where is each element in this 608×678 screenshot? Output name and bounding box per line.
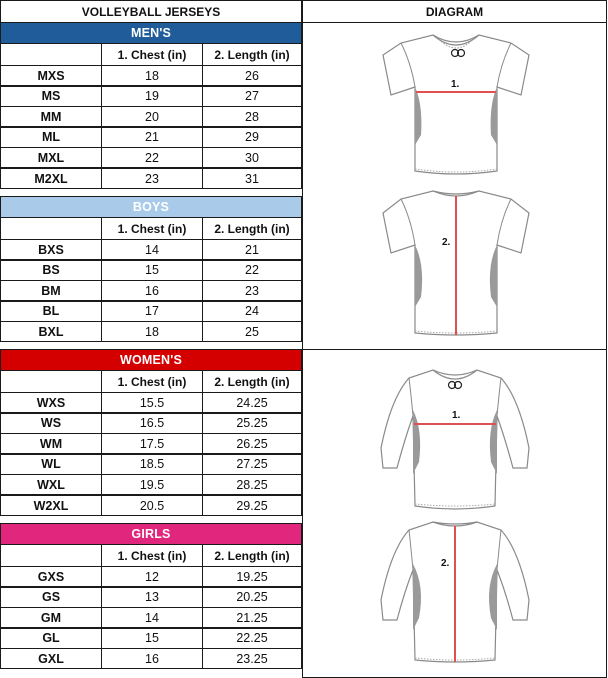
length-value: 24.25 — [202, 392, 302, 413]
size-label: BXL — [0, 321, 102, 342]
long-sleeve-jersey-back-icon — [373, 514, 538, 674]
length-value: 31 — [202, 168, 302, 189]
size-label: WXS — [0, 392, 102, 413]
length-value: 23 — [202, 280, 302, 301]
column-header-size — [0, 43, 102, 66]
column-header-size — [0, 544, 102, 567]
size-label: BXS — [0, 239, 102, 260]
chest-value: 16 — [101, 648, 203, 669]
chest-value: 19.5 — [101, 474, 203, 495]
chest-value: 17 — [101, 301, 203, 322]
size-label: BM — [0, 280, 102, 301]
section-header-mens: MEN'S — [0, 22, 302, 44]
chest-value: 15.5 — [101, 392, 203, 413]
length-value: 24 — [202, 301, 302, 322]
size-label: WM — [0, 433, 102, 454]
length-value: 26.25 — [202, 433, 302, 454]
column-header-length: 2. Length (in) — [202, 544, 302, 567]
length-value: 29.25 — [202, 495, 302, 516]
section-header-girls: GIRLS — [0, 523, 302, 545]
section-header-boys: BOYS — [0, 196, 302, 218]
length-value: 20.25 — [202, 587, 302, 608]
chest-value: 19 — [101, 86, 203, 107]
chest-marker-1: 1. — [451, 79, 460, 90]
chest-value: 17.5 — [101, 433, 203, 454]
column-header-chest: 1. Chest (in) — [101, 217, 203, 240]
length-value: 28 — [202, 106, 302, 127]
chest-value: 13 — [101, 587, 203, 608]
size-label: GXL — [0, 648, 102, 669]
length-value: 25 — [202, 321, 302, 342]
chest-value: 15 — [101, 628, 203, 649]
column-header-length: 2. Length (in) — [202, 43, 302, 66]
column-header-length: 2. Length (in) — [202, 370, 302, 393]
column-header-length: 2. Length (in) — [202, 217, 302, 240]
size-label: M2XL — [0, 168, 102, 189]
size-label: ML — [0, 127, 102, 148]
column-header-chest: 1. Chest (in) — [101, 370, 203, 393]
length-value: 22 — [202, 260, 302, 281]
size-label: MXS — [0, 65, 102, 86]
length-value: 25.25 — [202, 413, 302, 434]
size-label: BS — [0, 260, 102, 281]
size-label: GXS — [0, 566, 102, 587]
chest-marker-1-long: 1. — [452, 410, 461, 421]
chest-value: 14 — [101, 239, 203, 260]
chest-value: 18 — [101, 321, 203, 342]
size-label: W2XL — [0, 495, 102, 516]
chest-value: 12 — [101, 566, 203, 587]
length-marker-2-long: 2. — [441, 558, 450, 569]
size-label: WL — [0, 454, 102, 475]
size-label: GL — [0, 628, 102, 649]
short-sleeve-jersey-back-icon — [371, 183, 541, 343]
length-value: 19.25 — [202, 566, 302, 587]
size-label: GM — [0, 607, 102, 628]
size-label: WS — [0, 413, 102, 434]
length-value: 27.25 — [202, 454, 302, 475]
long-sleeve-jersey-front-icon — [373, 358, 538, 518]
length-value: 21 — [202, 239, 302, 260]
length-value: 27 — [202, 86, 302, 107]
chest-value: 15 — [101, 260, 203, 281]
length-marker-2: 2. — [442, 237, 451, 248]
length-value: 21.25 — [202, 607, 302, 628]
size-label: MXL — [0, 147, 102, 168]
length-value: 29 — [202, 127, 302, 148]
size-label: BL — [0, 301, 102, 322]
column-header-size — [0, 217, 102, 240]
size-label: MM — [0, 106, 102, 127]
column-header-chest: 1. Chest (in) — [101, 43, 203, 66]
length-value: 28.25 — [202, 474, 302, 495]
size-label: WXL — [0, 474, 102, 495]
chest-value: 23 — [101, 168, 203, 189]
column-header-size — [0, 370, 102, 393]
chest-value: 20.5 — [101, 495, 203, 516]
length-value: 23.25 — [202, 648, 302, 669]
table-title: VOLLEYBALL JERSEYS — [0, 0, 302, 23]
chest-value: 22 — [101, 147, 203, 168]
length-value: 30 — [202, 147, 302, 168]
column-header-chest: 1. Chest (in) — [101, 544, 203, 567]
chest-value: 21 — [101, 127, 203, 148]
diagram-panel-short-sleeve — [302, 22, 607, 350]
chest-value: 18.5 — [101, 454, 203, 475]
size-label: MS — [0, 86, 102, 107]
chest-value: 16.5 — [101, 413, 203, 434]
chest-value: 20 — [101, 106, 203, 127]
section-header-womens: WOMEN'S — [0, 349, 302, 371]
diagram-panel-long-sleeve — [302, 349, 607, 678]
length-value: 26 — [202, 65, 302, 86]
chest-value: 18 — [101, 65, 203, 86]
chest-value: 14 — [101, 607, 203, 628]
size-label: GS — [0, 587, 102, 608]
short-sleeve-jersey-front-icon — [371, 25, 541, 185]
diagram-title: DIAGRAM — [302, 0, 607, 23]
chest-value: 16 — [101, 280, 203, 301]
length-value: 22.25 — [202, 628, 302, 649]
